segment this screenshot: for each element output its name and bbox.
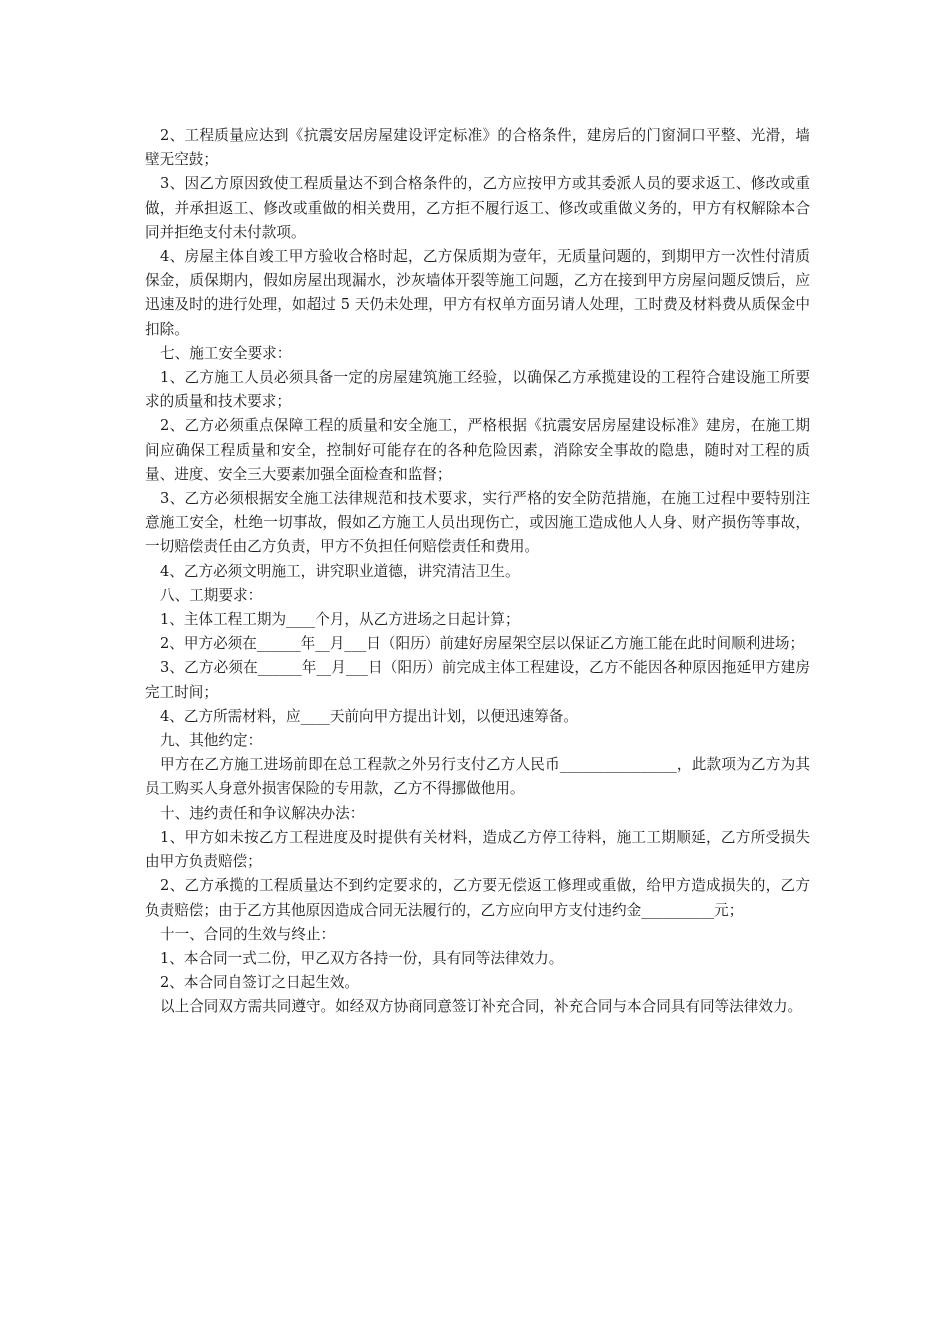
clause-6-2: 2、工程质量应达到《抗震安居房屋建设评定标准》的合格条件，建房后的门窗洞口平整、光滑，墙壁无空鼓；: [145, 127, 810, 169]
clause-7-4: 4、乙方必须文明施工，讲究职业道德，讲究清洁卫生。: [160, 562, 520, 580]
clause-7-1: 1、乙方施工人员必须具备一定的房屋建筑施工经验，以确保乙方承揽建设的工程符合建设施工所要求的质量和技术要求；: [145, 369, 810, 411]
clause-6-3: 3、因乙方原因致使工程质量达不到合格条件的，乙方应按甲方或其委派人员的要求返工、修改或重做，并承担返工、修改或重做的相关费用，乙方拒不履行返工、修改或重做义务的，甲方有权解除本合同并拒绝支付未付款项。: [145, 175, 810, 241]
section-heading-7: 七、施工安全要求：: [160, 344, 292, 362]
clause-8-2: 2、甲方必须在______年__月___日（阳历）前建好房屋架空层以保证乙方施工能在此时间顺利进场；: [160, 635, 805, 653]
section-heading-11: 十一、合同的生效与终止：: [160, 925, 336, 943]
clause-10-1: 1、甲方如未按乙方工程进度及时提供有关材料，造成乙方停工待料，施工工期顺延，乙方所受损失由甲方负责赔偿；: [145, 828, 810, 871]
clause-9-1: 甲方在乙方施工进场前即在总工程款之外另行支付乙方人民币________________，此款项为乙方为其员工购买人身意外损害保险的专用款，乙方不得挪做他用。: [145, 756, 810, 798]
clause-7-2: 2、乙方必须重点保障工程的质量和安全施工，严格根据《抗震安居房屋建设标准》建房，在施工期间应确保工程质量和安全，控制好可能存在的各种危险因素，消除安全事故的隐患，随时对工程的质量、进度、安全三大要素加强全面检查和监督；: [145, 417, 810, 483]
closing-statement: 以上合同双方需共同遵守。如经双方协商同意签订补充合同，补充合同与本合同具有同等法律效力。: [160, 998, 803, 1016]
clause-8-1: 1、主体工程工期为____个月，从乙方进场之日起计算；: [160, 611, 520, 629]
section-heading-8: 八、工期要求：: [160, 586, 263, 604]
clause-8-4: 4、乙方所需材料，应____天前向甲方提出计划，以便迅速筹备。: [160, 707, 578, 725]
clause-11-1: 1、本合同一式二份，甲乙双方各持一份，具有同等法律效力。: [160, 949, 564, 967]
clause-8-3: 3、乙方必须在______年__月___日（阳历）前完成主体工程建设，乙方不能因各种原因拖延甲方建房完工时间；: [145, 659, 810, 701]
document-body: [145, 124, 810, 1020]
clause-7-3: 3、乙方必须根据安全施工法律规范和技术要求，实行严格的安全防范措施，在施工过程中要特别注意施工安全，杜绝一切事故，假如乙方施工人员出现伤亡，或因施工造成他人人身、财产损伤等事故，一切赔偿责任由乙方负责，甲方不负担任何赔偿责任和费用。: [145, 490, 810, 556]
section-heading-9: 九、其他约定：: [160, 732, 263, 750]
clause-11-2: 2、本合同自签订之日起生效。: [160, 974, 360, 992]
clause-6-4: 4、房屋主体自竣工甲方验收合格时起，乙方保质期为壹年，无质量问题的，到期甲方一次性付清质保金，质保期内，假如房屋出现漏水，沙灰墙体开裂等施工问题，乙方在接到甲方房屋问题反馈后，应迅速及时的进行处理，如超过 5 天仍未处理，甲方有权单方面另请人处理，工时费及材料费从质保金中扣除。: [145, 248, 810, 338]
clause-10-2: 2、乙方承揽的工程质量达不到约定要求的，乙方要无偿返工修理或重做，给甲方造成损失的，乙方负责赔偿；由于乙方其他原因造成合同无法履行的，乙方应向甲方支付违约金__________元；: [145, 877, 810, 919]
section-heading-10: 十、违约责任和争议解决办法：: [160, 804, 365, 822]
